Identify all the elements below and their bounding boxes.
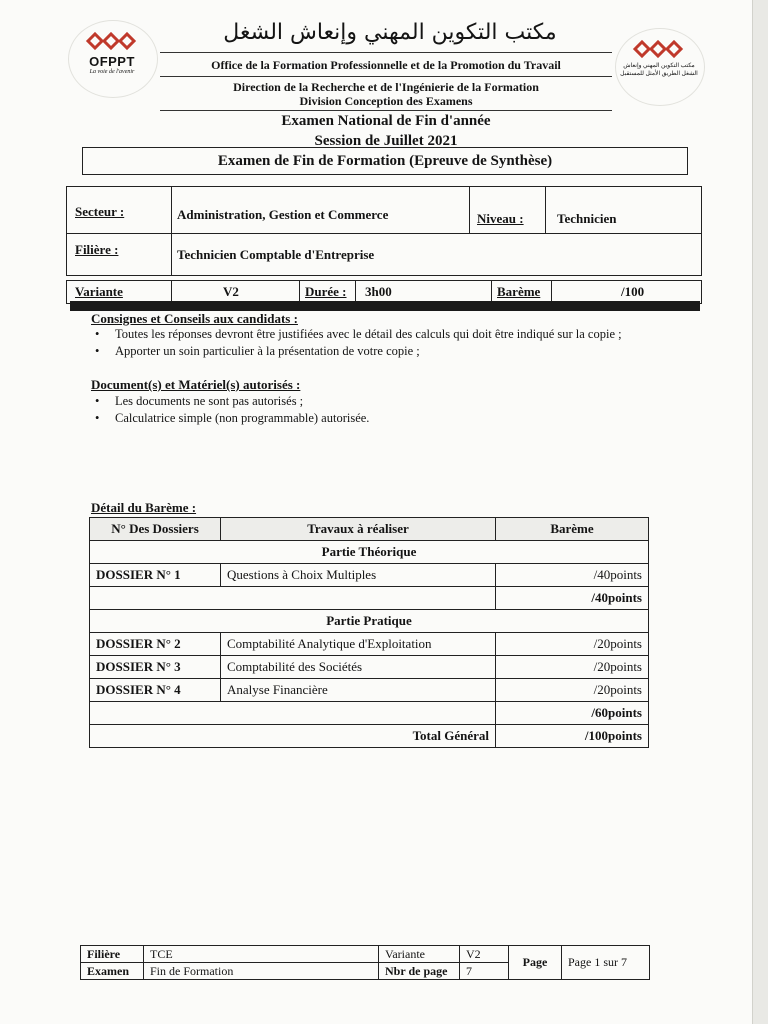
secteur-label: Secteur : [75,204,125,219]
header-divider [160,76,612,77]
dossier-work: Comptabilité des Sociétés [221,656,496,679]
office-name: Office de la Formation Professionnelle et de la Promotion du Travail [211,58,561,72]
footer-examen-value: Fin de Formation [144,963,379,980]
division-line: Division Conception des Examens [299,94,473,108]
dossier-id: DOSSIER N° 3 [90,656,221,679]
table-header-row [90,518,649,541]
part-pratique: Partie Pratique [90,610,649,633]
dossier-work: Questions à Choix Multiples [221,564,496,587]
direction-block [160,80,612,108]
filiere-label: Filière : [75,242,119,257]
table-row [81,946,650,963]
table-row [90,541,649,564]
dossier-id: DOSSIER N° 4 [90,679,221,702]
logo-tagline: La voie de l'avenir [89,69,135,75]
page-edge [752,0,768,1024]
scan-dark-band [70,301,700,311]
bareme-value: /100 [621,284,645,299]
filiere-value: Technicien Comptable d'Entreprise [177,247,375,262]
arabic-title: مكتب التكوين المهني وإنعاش الشغل [223,20,557,45]
list-item: • Calculatrice simple (non programmable) autorisée. [93,410,693,427]
dossier-work: Analyse Financière [221,679,496,702]
dossier-points: /40points [496,564,649,587]
footer-nbr-label: Nbr de page [379,963,460,980]
footer-nbr-value: 7 [460,963,509,980]
part-theorique: Partie Théorique [90,541,649,564]
empty-cell [90,587,496,610]
subtotal-pratique: /60points [496,702,649,725]
subtotal-theorique: /40points [496,587,649,610]
duree-value: 3h00 [365,284,392,299]
bareme-table [89,517,649,748]
footer-variante-value: V2 [460,946,509,963]
variante-label: Variante [75,284,123,299]
logo-arabic-text: مكتب التكوين المهني وإنعاش الشغل الطريق الأمثل للمستقبل [620,63,698,77]
documents-title: Document(s) et Matériel(s) autorisés : [91,377,301,392]
duree-label: Durée : [305,284,347,299]
exam-session: Session de Juillet 2021 [314,133,458,149]
ofppt-logo-left [68,20,156,96]
footer-page-value: Page 1 sur 7 [562,946,650,980]
logo-acronym: OFPPT [89,54,135,69]
dossier-points: /20points [496,679,649,702]
empty-cell [90,702,496,725]
footer-examen-label: Examen [81,963,144,980]
niveau-value: Technicien [557,211,617,226]
column-header: N° Des Dossiers [90,518,221,541]
niveau-label: Niveau : [477,211,524,226]
exam-info-table [66,186,702,276]
header-divider [160,110,612,111]
table-row [90,587,649,610]
exam-type-box: Examen de Fin de Formation (Epreuve de Synthèse) [82,147,688,175]
footer-filiere-value: TCE [144,946,379,963]
column-header: Barème [496,518,649,541]
consignes-title: Consignes et Conseils aux candidats : [91,311,298,326]
dossier-work: Comptabilité Analytique d'Exploitation [221,633,496,656]
footer-page-label: Page [509,946,562,980]
footer-filiere-label: Filière [81,946,144,963]
footer-variante-label: Variante [379,946,460,963]
documents-list [93,393,693,427]
total-label: Total Général [90,725,496,748]
dossier-points: /20points [496,656,649,679]
header-divider [160,52,612,53]
table-row [90,610,649,633]
dossier-id: DOSSIER N° 1 [90,564,221,587]
table-row [90,702,649,725]
direction-line: Direction de la Recherche et de l'Ingénierie de la Formation [233,80,539,94]
total-value: /100points [496,725,649,748]
table-row [90,725,649,748]
table-row [90,679,649,702]
list-item: • Apporter un soin particulier à la présentation de votre copie ; [93,343,693,360]
table-row [90,633,649,656]
dossier-points: /20points [496,633,649,656]
column-header: Travaux à réaliser [221,518,496,541]
table-row [90,656,649,679]
ofppt-logo-right [615,28,703,106]
variante-value: V2 [223,284,239,299]
secteur-value: Administration, Gestion et Commerce [177,207,389,222]
bareme-label: Barème [497,284,541,299]
consignes-list [93,326,693,360]
list-item: • Les documents ne sont pas autorisés ; [93,393,693,410]
dossier-id: DOSSIER N° 2 [90,633,221,656]
exam-national-title: Examen National de Fin d'année [281,113,491,129]
table-row [90,564,649,587]
list-item: • Toutes les réponses devront être justifiées avec le détail des calculs qui doit être indiqué sur la copie ; [93,326,693,343]
page-footer-table [80,945,650,980]
bareme-title: Détail du Barème : [91,500,197,515]
